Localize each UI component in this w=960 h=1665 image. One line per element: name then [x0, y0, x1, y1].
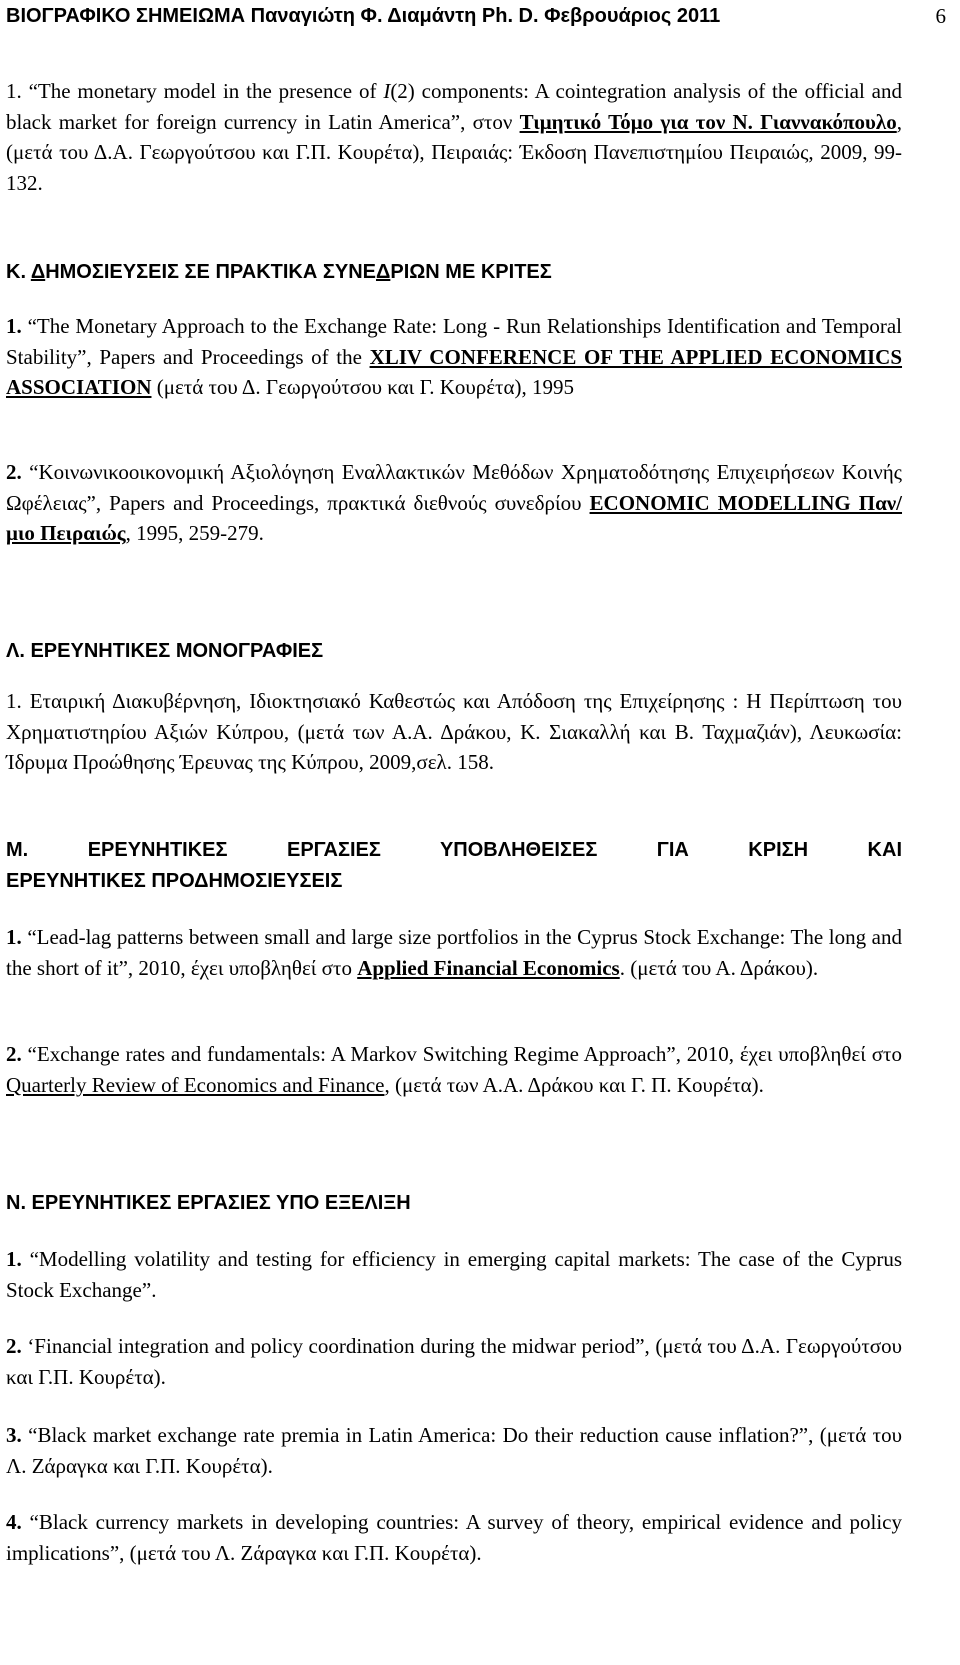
submitted-paper-item: 2. “Exchange rates and fundamentals: A Markov Switching Regime Approach”, 2010, έχει υποβληθεί στο Quarterly Review of Economics and Finance, (μετά των Α.Α. Δράκου και Γ. Π. Κουρέτα).: [6, 1042, 902, 1097]
section-heading-n: Ν. ΕΡΕΥΝΗΤΙΚΕΣ ΕΡΓΑΣΙΕΣ ΥΠΟ ΕΞΕΛΙΞΗ: [6, 1192, 411, 1214]
work-in-progress-item: 1. “Modelling volatility and testing for efficiency in emerging capital markets: The case of the Cyprus Stock Exchange”.: [6, 1247, 902, 1302]
submitted-paper-item: 1. “Lead-lag patterns between small and large size portfolios in the Cyprus Stock Exchange: The long and the short of it”, 2010, έχει υποβληθεί στο Applied Financial Economics. (μετά του Α. Δράκου).: [6, 925, 902, 980]
page-header: [6, 4, 946, 30]
section-heading-m: Μ. ΕΡΕΥΝΗΤΙΚΕΣ ΕΡΓΑΣΙΕΣ ΥΠΟΒΛΗΘΕΙΣΕΣ ΓΙΑ ΚΡΙΣΗ ΚΑΙ ΕΡΕΥΝΗΤΙΚΕΣ ΠΡΟΔΗΜΟΣΙΕΥΣΕΙΣ: [6, 839, 902, 892]
journal-title: Quarterly Review of Economics and Finance: [6, 1072, 385, 1097]
section-heading-k: Κ. ΔΗΜΟΣΙΕΥΣΕΙΣ ΣΕ ΠΡΑΚΤΙΚΑ ΣΥΝΕΔΡΙΩΝ ΜΕ ΚΡΙΤΕΣ: [6, 261, 552, 283]
monograph-item: 1. Εταιρική Διακυβέρνηση, Ιδιοκτησιακό Καθεστώς και Απόδοση της Επιχείρησης : Η Περίπτωση του Χρηματιστηρίου Αξιών Κύπρου, (μετά των Α.Α. Δράκου, Κ. Σιακαλλή και Β. Ταχμαζιάν), Λευκωσία: Ίδρυμα Προώθησης Έρευνας της Κύπρου, 2009,σελ. 158.: [6, 689, 902, 774]
publication-item: 1. “The monetary model in the presence of I(2) components: A cointegration analysis of the official and black market for foreign currency in Latin America”, στον Τιμητικό Τόμο για τον Ν. Γιαννακόπουλο, (μετά του Δ.Α. Γεωργούτσου και Γ.Π. Κουρέτα), Πειραιάς: Έκδοση Πανεπιστημίου Πειραιώς, 2009, 99-132.: [6, 79, 902, 195]
conference-title: XLIV CONFERENCE OF THE APPLIED ECONOMICS ASSOCIATION: [6, 344, 903, 399]
work-in-progress-item: 2. ‘Financial integration and policy coordination during the midwar period”, (μετά του Δ.Α. Γεωργούτσου και Γ.Π. Κουρέτα).: [6, 1334, 902, 1389]
volume-title: Τιμητικό Τόμο για τον Ν. Γιαννακόπουλο: [519, 109, 897, 134]
work-in-progress-item: 4. “Black currency markets in developing countries: A survey of theory, empirical evidence and policy implications”, (μετά του Λ. Ζάραγκα και Γ.Π. Κουρέτα).: [6, 1510, 902, 1565]
work-in-progress-item: 3. “Black market exchange rate premia in Latin America: Do their reduction cause inflation?”, (μετά του Λ. Ζάραγκα και Γ.Π. Κουρέτα).: [6, 1423, 902, 1478]
journal-title: Applied Financial Economics: [357, 955, 620, 980]
publication-item: 1. “The Monetary Approach to the Exchange Rate: Long - Run Relationships Identification and Temporal Stability”, Papers and Proceedings of the XLIV CONFERENCE OF THE APPLIED ECONOMICS ASSOCIATION (μετά του Δ. Γεωργούτσου και Γ. Κουρέτα), 1995: [6, 314, 903, 399]
page-number: 6: [935, 4, 946, 28]
conference-title: ECONOMIC MODELLING Παν/μιο Πειραιώς: [6, 490, 903, 545]
header-title: ΒΙΟΓΡΑΦΙΚΟ ΣΗΜΕΙΩΜΑ Παναγιώτη Φ. Διαμάντη Ph. D. Φεβρουάριος 2011: [6, 5, 721, 27]
publication-item: 2. “Κοινωνικοοικονομική Αξιολόγηση Εναλλακτικών Μεθόδων Χρηματοδότησης Επιχειρήσεων Κοινής Ωφέλειας”, Papers and Proceedings, πρακτικά διεθνούς συνεδρίου ECONOMIC MODELLING Παν/μιο Πειραιώς, 1995, 259-279.: [6, 460, 903, 545]
section-heading-l: Λ. ΕΡΕΥΝΗΤΙΚΕΣ ΜΟΝΟΓΡΑΦΙΕΣ: [6, 640, 324, 662]
